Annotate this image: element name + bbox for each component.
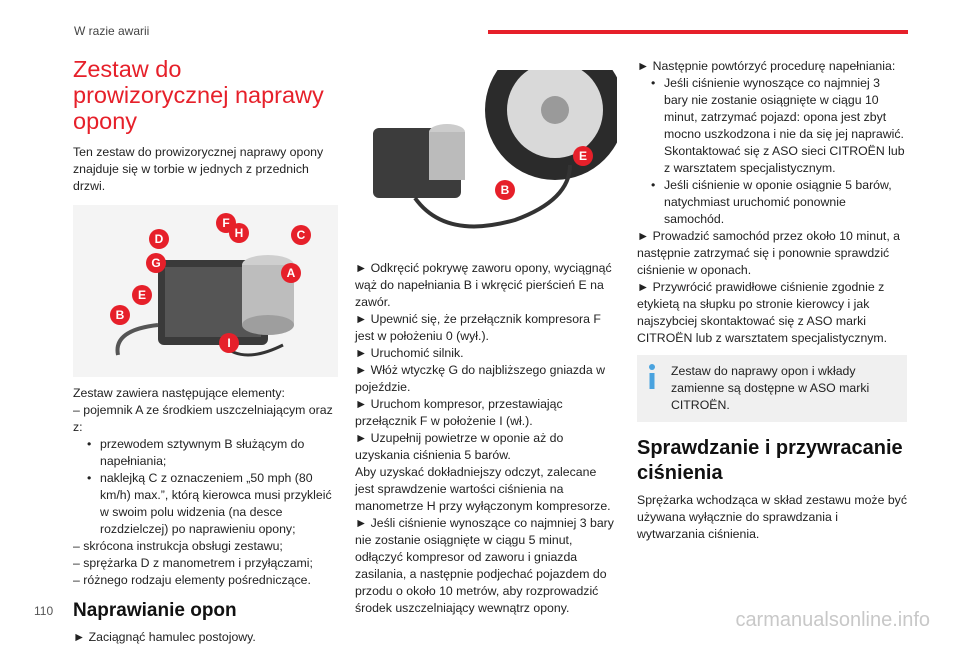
info-icon — [645, 363, 659, 391]
label-d: D — [149, 229, 169, 249]
step-3: ► Uruchomić silnik. — [355, 346, 464, 360]
step-4: ► Włóż wtyczkę G do najbliższego gniazda w pojeździe. — [355, 363, 606, 394]
label-f: F — [216, 213, 236, 233]
repeat-procedure: ► Następnie powtórzyć procedurę napełniania: — [637, 59, 896, 73]
contents-subitem-2: • naklejką C z oznaczeniem „50 mph (80 km/h) max.”, którą kierowca musi przykleić w swoim polu widzenia (na desce rozdzielczej) po naprawieniu opony; — [73, 470, 338, 538]
column-3 — [637, 58, 907, 543]
label-a: A — [281, 263, 301, 283]
repair-kit-illustration — [73, 205, 338, 377]
info-text: Zestaw do naprawy opon i wkłady zamienne są dostępne w ASO marki CITROËN. — [671, 364, 870, 412]
contents-item-3: – sprężarka D z manometrem i przyłączami; — [73, 556, 313, 570]
contents-intro: Zestaw zawiera następujące elementy: — [73, 386, 285, 400]
column-2 — [355, 70, 617, 617]
section-label: W razie awarii — [74, 24, 150, 38]
label-b: B — [110, 305, 130, 325]
label-b: B — [495, 180, 515, 200]
page-number: 110 — [34, 604, 54, 618]
label-h: H — [229, 223, 249, 243]
page-title: Zestaw do prowizorycznej naprawy opony — [73, 56, 324, 134]
repair-step-1: ► Zaciągnąć hamulec postojowy. — [73, 630, 256, 644]
restore-pressure-step: ► Przywrócić prawidłowe ciśnienie zgodnie z etykietą na słupku po stronie kierowcy i jak najszybciej skontaktować się z ASO marki CITROËN lub z warsztatem specjalistycznym. — [637, 280, 888, 345]
column-1 — [73, 56, 338, 646]
step-note: Aby uzyskać dokładniejszy odczyt, zalecane jest sprawdzenie wartości ciśnienia na manometrze H przy wyłączonym kompresorze. — [355, 465, 611, 513]
contents-item-4: – różnego rodzaju elementy pośredniczące. — [73, 573, 311, 587]
step-5: ► Uruchom kompresor, przestawiając przełącznik F w położenie I (wł.). — [355, 397, 563, 428]
info-box — [637, 355, 907, 422]
pressure-paragraph: Sprężarka wchodząca w skład zestawu może być używana wyłącznie do sprawdzania i wytwarzania ciśnienia. — [637, 493, 907, 541]
contents-item-2: – skrócona instrukcja obsługi zestawu; — [73, 539, 283, 553]
watermark: carmanualsonline.info — [735, 609, 930, 631]
step-6: ► Uzupełnij powietrze w oponie aż do uzyskania ciśnienia 5 barów. — [355, 431, 564, 462]
section-heading-repair: Naprawianie opon — [73, 600, 237, 621]
label-e: E — [132, 285, 152, 305]
label-i: I — [219, 333, 239, 353]
repeat-subitem-2: • Jeśli ciśnienie w oponie osiągnie 5 barów, natychmiast uruchomić ponownie samochód. — [637, 177, 907, 228]
contents-subitem-1: • przewodem sztywnym B służącym do napełniania; — [73, 436, 338, 470]
step-7: ► Jeśli ciśnienie wynoszące co najmniej 3 bary nie zostanie osiągnięte w ciągu 5 minut, odłączyć kompresor od zaworu i gniazda zasilania, a następnie podjechać pojazdem do przodu o około 10 metrów, aby rozprowadzić środek uszczelniający wewnątrz opony. — [355, 516, 614, 615]
header-accent-bar — [488, 30, 908, 34]
label-c: C — [291, 225, 311, 245]
contents-item-1: – pojemnik A ze środkiem uszczelniającym oraz z: — [73, 403, 333, 434]
repeat-subitem-1: • Jeśli ciśnienie wynoszące co najmniej 3 bary nie zostanie osiągnięte w ciągu 10 minut, zatrzymać pojazd: opona jest zbyt mocno uszkodzona i nie da się jej naprawić. Skontaktować się z ASO sieci CITROËN lub z warsztatem specjalistycznym. — [637, 75, 907, 177]
intro-text: Ten zestaw do prowizorycznej naprawy opony znajduje się w torbie w jednych z przednich drzwi. — [73, 145, 324, 193]
step-1: ► Odkręcić pokrywę zaworu opony, wyciągnąć wąż do napełniania B i wkręcić pierścień E na zawór. — [355, 261, 612, 309]
tyre-inflation-illustration — [355, 70, 617, 248]
label-e: E — [573, 146, 593, 166]
section-heading-pressure: Sprawdzanie i przywracanie ciśnienia — [637, 437, 903, 484]
label-g: G — [146, 253, 166, 273]
drive-step: ► Prowadzić samochód przez około 10 minut, a następnie zatrzymać się i ponownie sprawdzić ciśnienie w oponach. — [637, 229, 901, 277]
step-2: ► Upewnić się, że przełącznik kompresora F jest w położeniu 0 (wył.). — [355, 312, 601, 343]
